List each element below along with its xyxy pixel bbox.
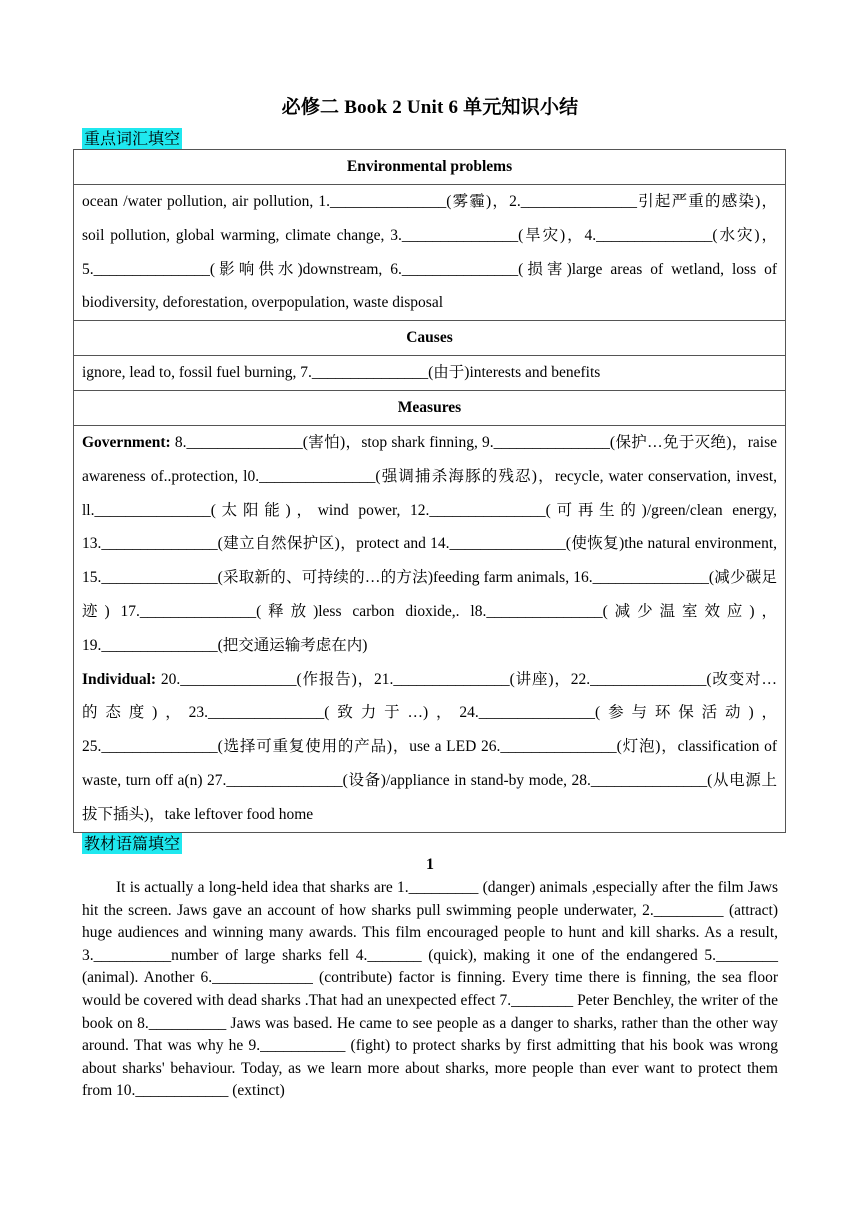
- measures-header: Measures: [74, 390, 786, 425]
- page-title: 必修二 Book 2 Unit 6 单元知识小结: [281, 97, 579, 118]
- table-row: [74, 425, 786, 832]
- government-label: Government:: [82, 433, 171, 451]
- section-label-vocabulary: 重点词汇填空: [84, 129, 181, 148]
- table-row: [74, 356, 786, 391]
- individual-label: Individual:: [82, 670, 157, 688]
- env-problems-body: ocean /water pollution, air pollution, 1._______________(雾霾)，2._______________引起严重的感染)， soil pollution, global warming, climate change, 3._______________(旱灾)，4._______________(水灾)，5._______________(影响供水)downstream, 6._______________(损害)large areas of wetland, loss of biodiversity, deforestation, overpopulation, waste disposal: [74, 185, 786, 321]
- passage-text: It is actually a long-held idea that sharks are 1._________ (danger) animals ,especially after the film Jaws hit the screen. Jaws gave an account of how sharks pull swimming people underwater, 2._________ (attract) huge audiences and winning many awards. This film encouraged people to hunt and kill sharks. As a result, 3.__________number of large sharks fell 4._______ (quick), making it one of the endangered 5.________ (animal). Another 6._____________ (contribute) factor is finning. Every time there is finning, the sea floor would be covered with dead sharks .That had an unexpected effect 7.________ Peter Benchley, the writer of the book on 8.__________ Jaws was based. He came to see people as a danger to sharks, rather than the other way around. That was why he 9.___________ (fight) to protect sharks by first admitting that his book was wrong about sharks' behaviour. Today, as we learn more about sharks, more people than ever want to protect them from 10.____________ (extinct): [82, 879, 778, 1100]
- table-row: [74, 390, 786, 425]
- env-problems-header: Environmental problems: [74, 150, 786, 185]
- causes-body: ignore, lead to, fossil fuel burning, 7._______________(由于)interests and benefits: [74, 356, 786, 391]
- table-row: [74, 150, 786, 185]
- causes-header: Causes: [74, 321, 786, 356]
- individual-text: 20._______________(作报告)，21._______________(讲座)，22._______________(改变对…的态度)，23._______________(致力于…)，24._______________(参与环保活动)，25._______________(选择可重复使用的产品)，use a LED 26._______________(灯泡)，classification of waste, turn off a(n) 27._______________(设备)/appliance in stand-by mode, 28._______________(从电源上拔下插头)，take leftover food home: [82, 670, 777, 823]
- vocabulary-table: [73, 149, 786, 833]
- passage-number: 1: [426, 856, 434, 873]
- table-row: [74, 185, 786, 321]
- table-row: [74, 321, 786, 356]
- section-label-passage: 教材语篇填空: [84, 834, 181, 853]
- government-text: 8._______________(害怕)，stop shark finning, 9._______________(保护…免于灭绝)，raise awareness of..protection, l0._______________(强调捕杀海豚的残忍)，recycle, water conservation, invest, ll._______________(太阳能)，wind power, 12._______________(可再生的)/green/clean energy, 13._______________(建立自然保护区)，protect and 14._______________(使恢复)the natural environment, 15._______________(采取新的、可持续的…的方法)feeding farm animals, 16._______________(减少碳足迹) 17._______________(释放)less carbon dioxide,. l8._______________(减少温室效应)，19._______________(把交通运输考虑在内): [82, 433, 777, 654]
- measures-body: [74, 425, 786, 832]
